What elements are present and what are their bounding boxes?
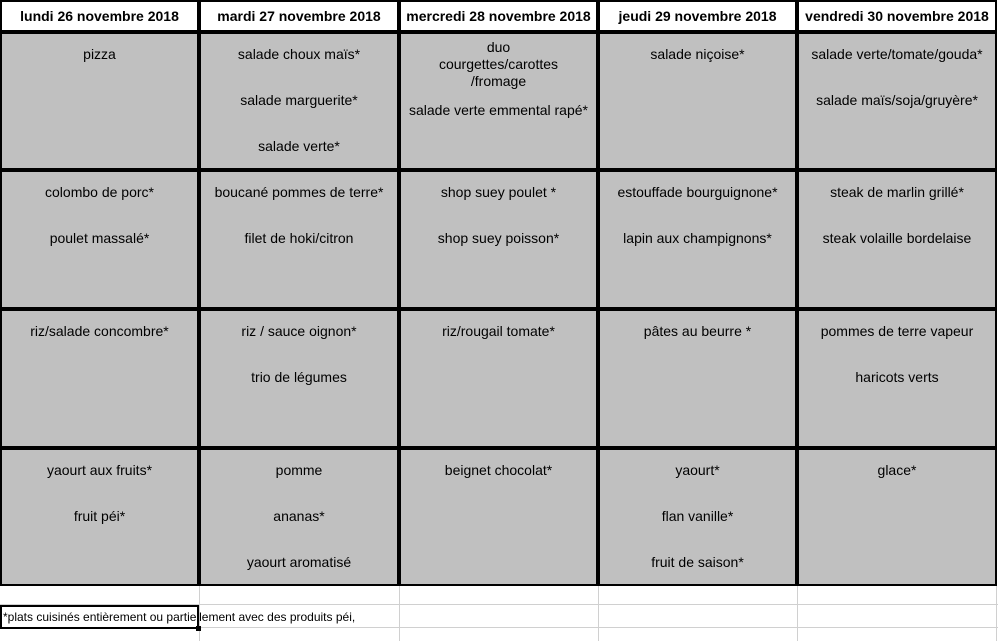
- menu-item: pomme: [275, 462, 323, 478]
- menu-item: riz/salade concombre*: [30, 323, 169, 339]
- menu-cell[interactable]: [199, 309, 399, 448]
- menu-item: trio de légumes: [251, 369, 347, 385]
- menu-item: haricots verts: [855, 369, 939, 385]
- menu-item: salade maïs/soja/gruyère*: [816, 92, 978, 108]
- menu-item: pommes de terre vapeur: [820, 323, 974, 339]
- menu-cell[interactable]: [598, 448, 797, 586]
- menu-item: shop suey poisson*: [437, 230, 560, 246]
- menu-cell[interactable]: [399, 309, 598, 448]
- menu-item: filet de hoki/citron: [244, 230, 354, 246]
- menu-cell[interactable]: [0, 170, 199, 309]
- menu-cell[interactable]: [797, 32, 997, 170]
- menu-item: salade verte/tomate/gouda*: [811, 46, 983, 62]
- menu-item: lapin aux champignons*: [623, 230, 772, 246]
- menu-cell[interactable]: [0, 32, 199, 170]
- menu-item: riz/rougail tomate*: [442, 323, 555, 339]
- menu-item: yaourt aromatisé: [246, 554, 352, 570]
- menu-item: yaourt*: [675, 462, 720, 478]
- gridline: [399, 586, 400, 641]
- menu-item: duo courgettes/carottes /fromage: [438, 39, 559, 89]
- menu-item: fruit péi*: [73, 508, 126, 524]
- gridline: [996, 586, 997, 641]
- menu-item: boucané pommes de terre*: [214, 184, 384, 200]
- menu-item: salade choux maïs*: [237, 46, 361, 62]
- menu-cell[interactable]: [399, 448, 598, 586]
- menu-cell[interactable]: [598, 32, 797, 170]
- menu-item: colombo de porc*: [45, 184, 154, 200]
- menu-item: salade marguerite*: [240, 92, 358, 108]
- menu-cell[interactable]: [199, 448, 399, 586]
- cell-selection: [0, 605, 199, 629]
- menu-cell[interactable]: [399, 32, 598, 170]
- menu-item: pizza: [83, 46, 116, 62]
- menu-cell[interactable]: [199, 32, 399, 170]
- menu-cell[interactable]: [797, 170, 997, 309]
- menu-item: salade verte*: [258, 138, 340, 154]
- menu-item: fruit de saison*: [651, 554, 744, 570]
- menu-cell[interactable]: [598, 170, 797, 309]
- menu-item: salade verte emmental rapé*: [409, 102, 588, 118]
- gridline: [598, 586, 599, 641]
- menu-cell[interactable]: [598, 309, 797, 448]
- header-day-tuesday[interactable]: mardi 27 novembre 2018: [199, 0, 399, 32]
- menu-cell[interactable]: [399, 170, 598, 309]
- header-day-wednesday[interactable]: mercredi 28 novembre 2018: [399, 0, 598, 32]
- menu-item: riz / sauce oignon*: [241, 323, 357, 339]
- gridline: [797, 586, 798, 641]
- menu-item: ananas*: [273, 508, 325, 524]
- menu-cell[interactable]: [0, 448, 199, 586]
- fill-handle[interactable]: [196, 626, 201, 631]
- menu-cell[interactable]: [797, 448, 997, 586]
- menu-item: steak volaille bordelaise: [822, 230, 972, 246]
- menu-item: yaourt aux fruits*: [46, 462, 153, 478]
- menu-item: flan vanille*: [661, 508, 734, 524]
- menu-cell[interactable]: [199, 170, 399, 309]
- header-day-friday[interactable]: vendredi 30 novembre 2018: [797, 0, 997, 32]
- menu-item: salade niçoise*: [650, 46, 745, 62]
- menu-cell[interactable]: [797, 309, 997, 448]
- menu-item: beignet chocolat*: [444, 462, 553, 478]
- menu-item: pâtes au beurre *: [643, 323, 752, 339]
- menu-cell[interactable]: [0, 309, 199, 448]
- header-day-thursday[interactable]: jeudi 29 novembre 2018: [598, 0, 797, 32]
- menu-item: shop suey poulet *: [440, 184, 557, 200]
- header-day-monday[interactable]: lundi 26 novembre 2018: [0, 0, 199, 32]
- menu-item: estouffade bourguignone*: [617, 184, 778, 200]
- footnote-cell[interactable]: *plats cuisinés entièrement ou partiellement avec des produits péi,: [3, 610, 356, 624]
- menu-item: poulet massalé*: [49, 230, 150, 246]
- menu-item: steak de marlin grillé*: [830, 184, 964, 200]
- menu-item: glace*: [877, 462, 917, 478]
